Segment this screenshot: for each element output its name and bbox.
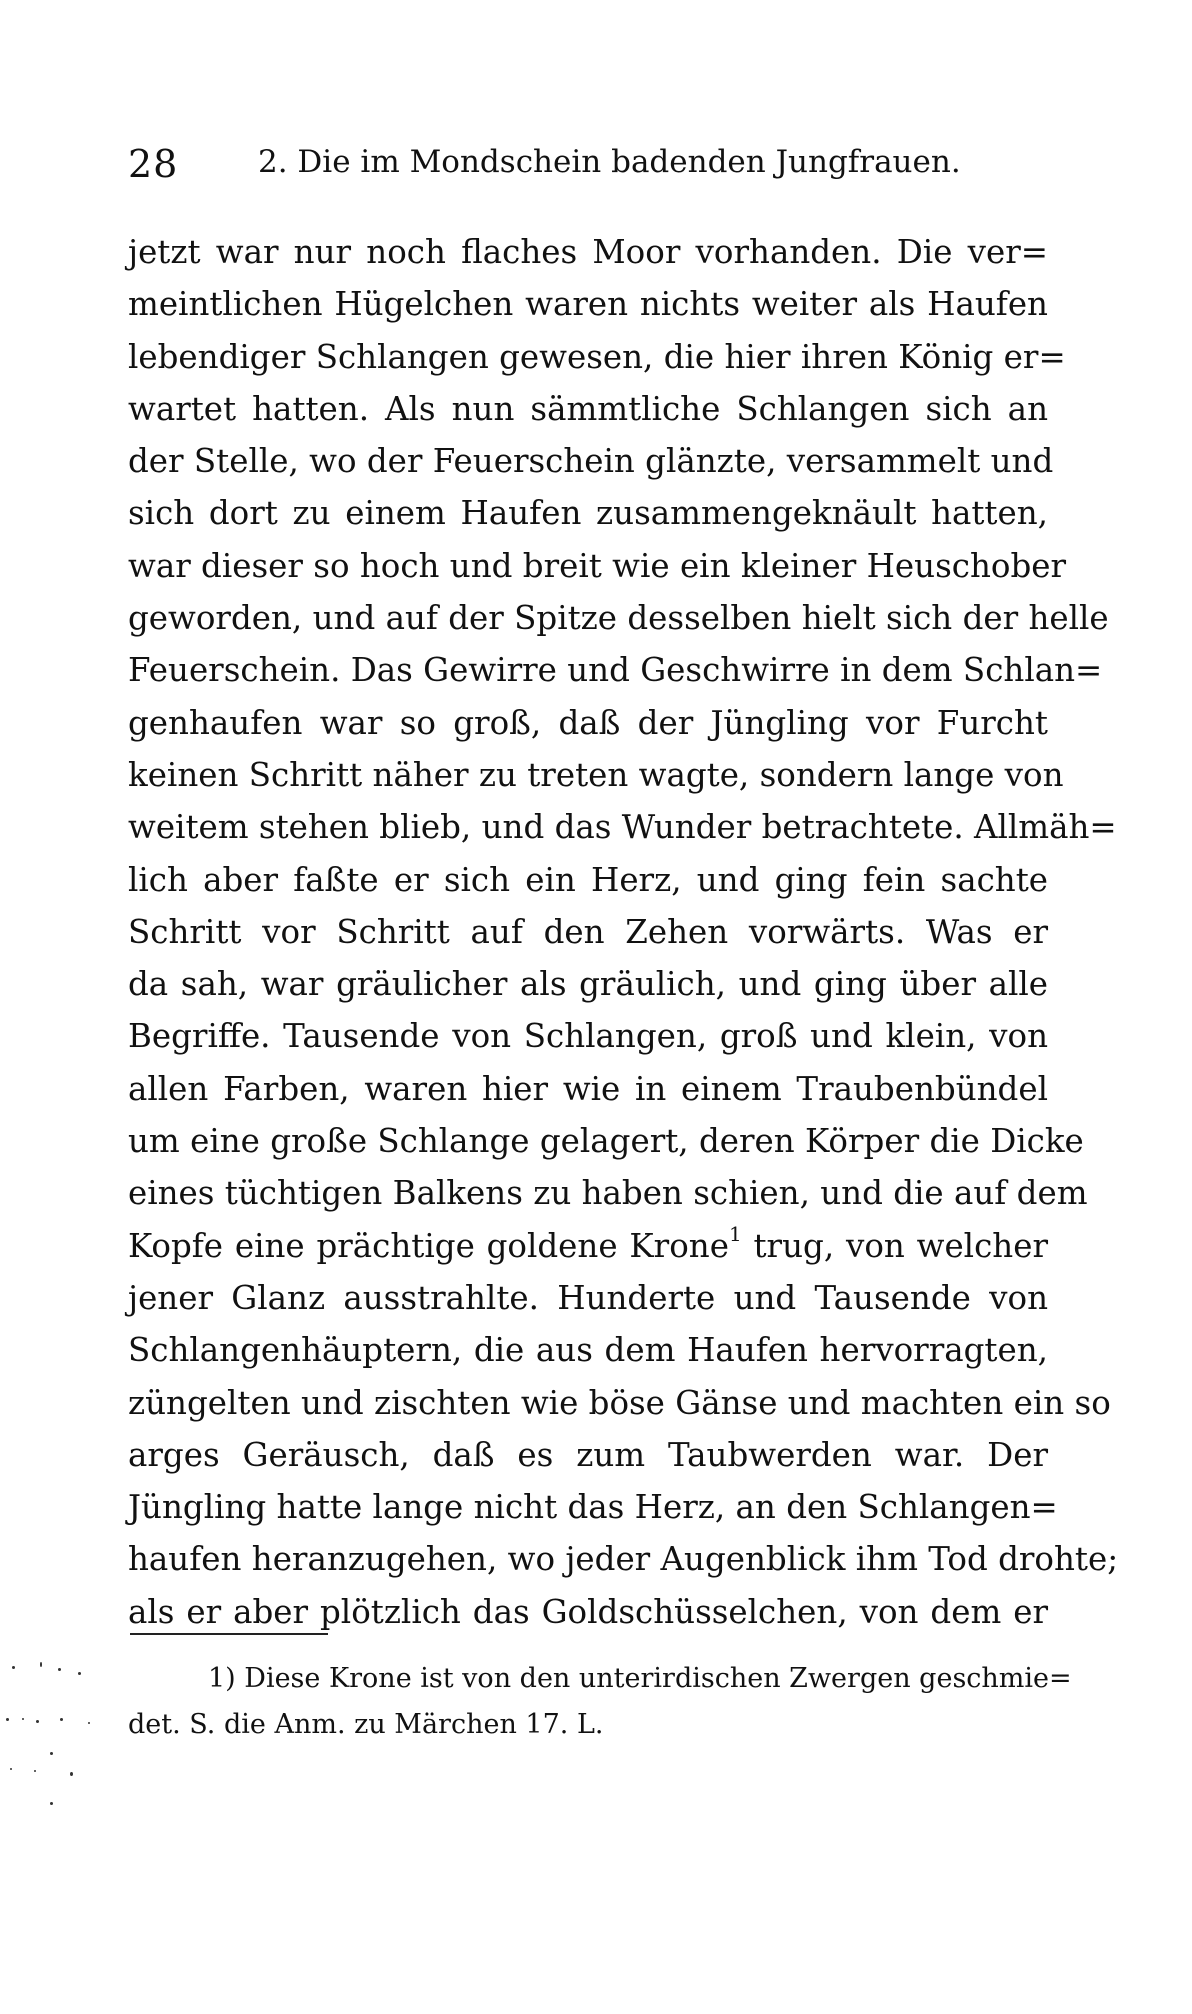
text-line: als er aber plötzlich das Goldschüsselchen, von dem er <box>128 1592 1048 1631</box>
text-line: Jüngling hatte lange nicht das Herz, an den Schlangen= <box>128 1488 1058 1527</box>
page-number: 28 <box>128 142 179 186</box>
text-line: wartet hatten. Als nun sämmtliche Schlangen sich an <box>128 389 1048 428</box>
text-line: geworden, und auf der Spitze desselben hielt sich der helle <box>128 599 1109 638</box>
footnotes <box>128 1656 1072 1748</box>
footnote-reference: 1 <box>728 1221 742 1246</box>
text-line: weitem stehen blieb, und das Wunder betrachtete. Allmäh= <box>128 808 1117 847</box>
text-line: Feuerschein. Das Gewirre und Geschwirre in dem Schlan= <box>128 651 1103 690</box>
text-line: züngelten und zischten wie böse Gänse und machten ein so <box>128 1383 1111 1422</box>
text-line: genhaufen war so groß, daß der Jüngling vor Furcht <box>128 703 1048 742</box>
text-line: meintlichen Hügelchen waren nichts weiter als Haufen <box>128 285 1048 324</box>
text-line: sich dort zu einem Haufen zusammengeknäult hatten, <box>128 494 1048 533</box>
text-line: keinen Schritt näher zu treten wagte, sondern lange von <box>128 755 1064 794</box>
page-header <box>128 142 1028 190</box>
text-line: Schlangenhäuptern, die aus dem Haufen hervorragten, <box>128 1331 1048 1370</box>
text-line: lebendiger Schlangen gewesen, die hier ihren König er= <box>128 337 1066 376</box>
text-line: Schritt vor Schritt auf den Zehen vorwärts. Was er <box>128 912 1048 951</box>
text-line: der Stelle, wo der Feuerschein glänzte, versammelt und <box>128 442 1054 481</box>
footnote-line: 1) Diese Krone ist von den unterirdischen Zwergen geschmie= <box>208 1663 1072 1694</box>
text-line: war dieser so hoch und breit wie ein kleiner Heuschober <box>128 546 1067 585</box>
text-segment: Kopfe eine prächtige goldene Krone <box>128 1226 729 1265</box>
text-line: haufen heranzugehen, wo jeder Augenblick ihm Tod drohte; <box>128 1540 1119 1579</box>
text-line-with-footnote-ref <box>128 1220 1048 1272</box>
text-line: eines tüchtigen Balkens zu haben schien, und die auf dem <box>128 1174 1088 1213</box>
text-line: Begriffe. Tausende von Schlangen, groß und klein, von <box>128 1017 1048 1056</box>
text-line: da sah, war gräulicher als gräulich, und ging über alle <box>128 965 1048 1004</box>
body-text <box>128 226 1119 1638</box>
text-line: arges Geräusch, daß es zum Taubwerden war. Der <box>128 1435 1048 1474</box>
footnote-line: det. S. die Anm. zu Märchen 17. L. <box>128 1709 604 1740</box>
footnote-divider <box>130 1633 328 1635</box>
text-segment: trug, von welcher <box>753 1226 1048 1265</box>
text-line: allen Farben, waren hier wie in einem Traubenbündel <box>128 1069 1048 1108</box>
text-line: lich aber faßte er sich ein Herz, und ging fein sachte <box>128 860 1048 899</box>
text-line: jener Glanz ausstrahlte. Hunderte und Tausende von <box>128 1278 1048 1317</box>
running-title: 2. Die im Mondschein badenden Jungfrauen. <box>258 144 961 180</box>
text-line: um eine große Schlange gelagert, deren Körper die Dicke <box>128 1122 1084 1161</box>
text-line: jetzt war nur noch flaches Moor vorhanden. Die ver= <box>128 233 1048 271</box>
